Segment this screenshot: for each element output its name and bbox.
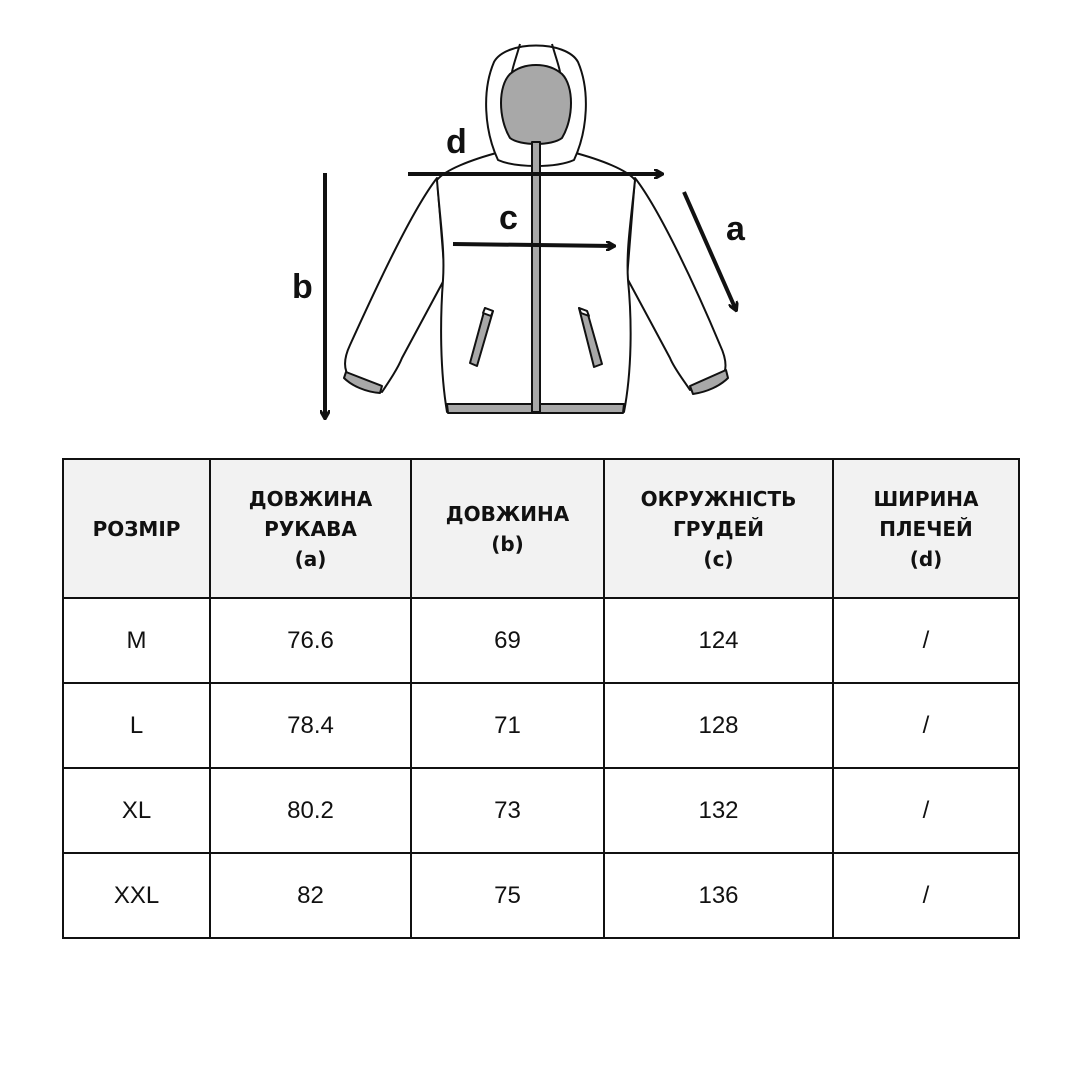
cell-sleeve-length: 76.6	[210, 598, 411, 683]
table-row	[63, 853, 1019, 938]
cell-shoulder: /	[833, 768, 1019, 853]
cell-chest: 128	[604, 683, 833, 768]
cell-length: 73	[411, 768, 604, 853]
cell-size: M	[63, 598, 210, 683]
cell-size: L	[63, 683, 210, 768]
cell-length: 75	[411, 853, 604, 938]
right-sleeve	[627, 178, 726, 390]
size-table	[62, 458, 1020, 939]
left-sleeve	[345, 178, 445, 392]
cell-size: XXL	[63, 853, 210, 938]
header-row	[63, 459, 1019, 598]
jacket-outline	[344, 44, 728, 413]
cell-size: XL	[63, 768, 210, 853]
cell-chest: 124	[604, 598, 833, 683]
label-c: c	[499, 199, 518, 237]
cell-length: 69	[411, 598, 604, 683]
label-a: a	[726, 210, 745, 248]
table-row	[63, 598, 1019, 683]
arrow-c	[453, 244, 614, 246]
cell-shoulder: /	[833, 853, 1019, 938]
label-d: d	[446, 123, 467, 161]
cell-length: 71	[411, 683, 604, 768]
cell-chest: 132	[604, 768, 833, 853]
cell-chest: 136	[604, 853, 833, 938]
header-size: РОЗМІР	[63, 459, 210, 598]
header-chest-circumference: ОКРУЖНІСТЬ ГРУДЕЙ (c)	[604, 459, 833, 598]
label-b: b	[292, 268, 313, 306]
table-row	[63, 683, 1019, 768]
header-shoulder-width: ШИРИНА ПЛЕЧЕЙ (d)	[833, 459, 1019, 598]
cell-shoulder: /	[833, 683, 1019, 768]
header-length: ДОВЖИНА (b)	[411, 459, 604, 598]
jacket-illustration	[0, 0, 1080, 440]
cell-sleeve-length: 78.4	[210, 683, 411, 768]
jacket-diagram	[0, 0, 1080, 440]
header-sleeve-length: ДОВЖИНА РУКАВА (a)	[210, 459, 411, 598]
cell-shoulder: /	[833, 598, 1019, 683]
hood-opening	[501, 65, 571, 144]
cell-sleeve-length: 80.2	[210, 768, 411, 853]
table-row	[63, 768, 1019, 853]
zipper	[532, 142, 540, 412]
cell-sleeve-length: 82	[210, 853, 411, 938]
